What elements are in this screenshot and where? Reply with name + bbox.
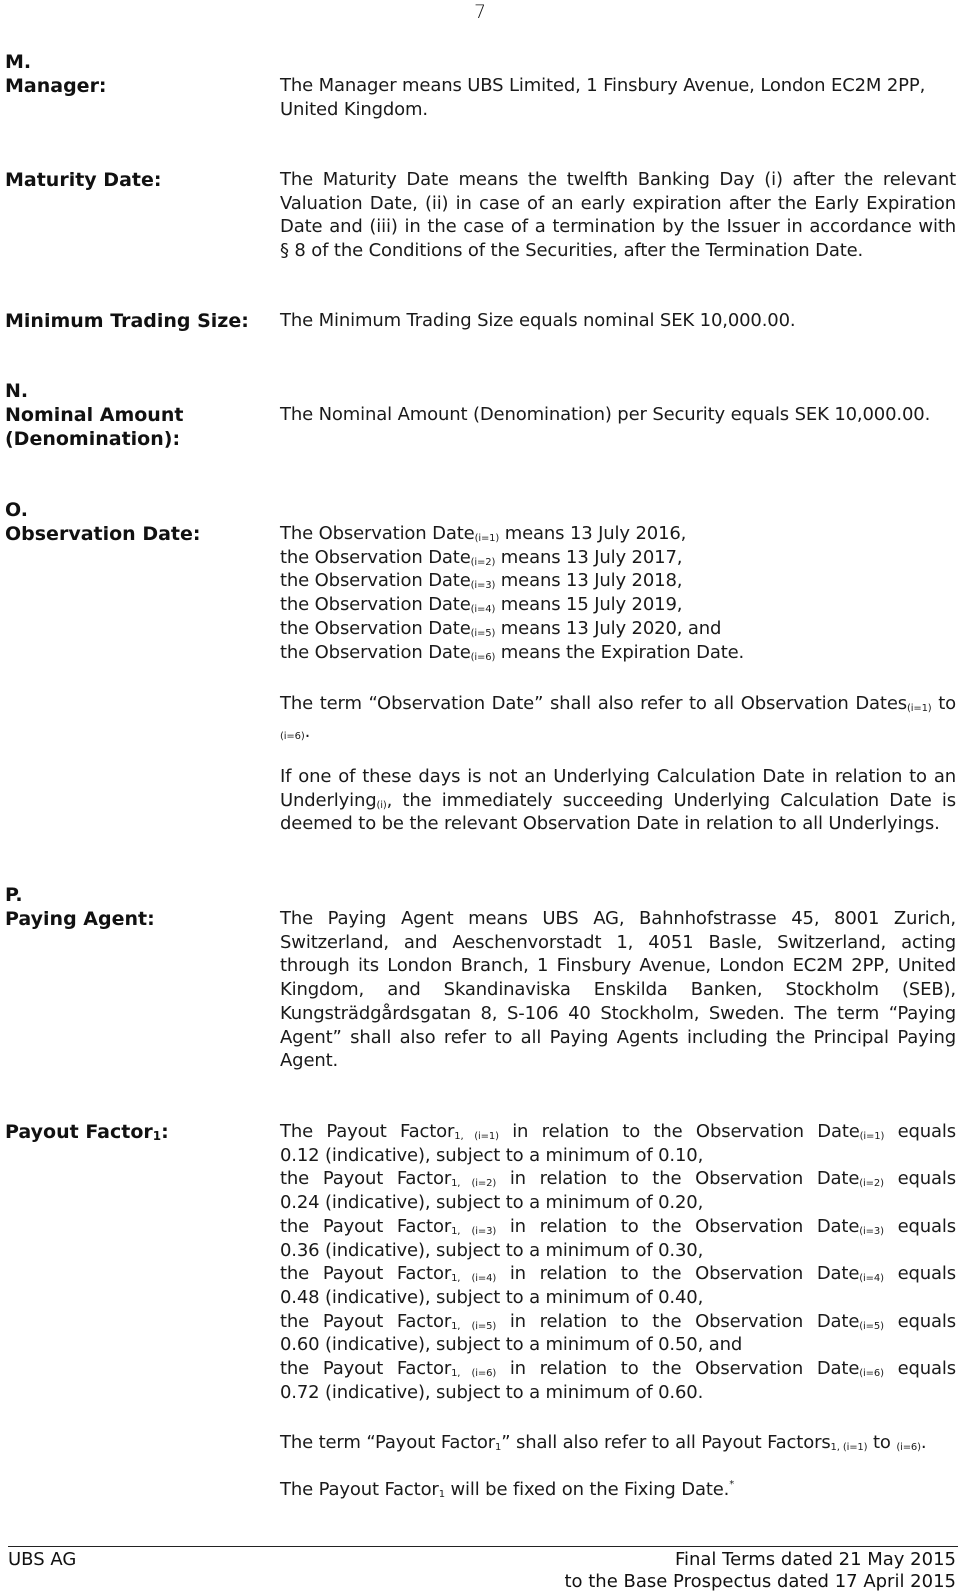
definition-line: The Nominal Amount (Denomination) per Security equals SEK 10,000.00. <box>280 404 931 425</box>
term-line: (Denomination): <box>5 428 181 450</box>
definition-line: The Manager means UBS Limited, 1 Finsbury Avenue, London EC2M 2PP, <box>280 75 926 96</box>
payout-factor-item: the Payout Factor$_{1, (i=6)}$ in relation to the Observation Date$_{(i=6)}$ equals <box>280 1358 956 1380</box>
footer-divider <box>8 1546 958 1547</box>
observation-date-underlying-note <box>280 765 956 836</box>
note-line: The term “Payout Factor$_1$” shall also refer to all Payout Factors$_{1, (i=1)}$ to $_{(i=6)}$. <box>280 1432 927 1453</box>
note-line: If one of these days is not an Underlying Calculation Date in relation to an <box>280 766 956 787</box>
payout-factor-item: the Payout Factor$_{1, (i=5)}$ in relation to the Observation Date$_{(i=5)}$ equals <box>280 1310 956 1332</box>
payout-factor-item: the Payout Factor$_{1, (i=2)}$ in relation to the Observation Date$_{(i=2)}$ equals <box>280 1168 956 1190</box>
page-number: 7 <box>473 1 487 23</box>
definition-line: Date and (iii) in the case of a termination by the Issuer in accordance with <box>280 216 956 238</box>
definition-manager <box>280 74 956 121</box>
payout-factor-item: the Payout Factor$_{1, (i=3)}$ in relation to the Observation Date$_{(i=3)}$ equals <box>280 1215 956 1237</box>
observation-date-item: the Observation Date$_{(i=5)}$ means 13 July 2020, and <box>280 617 722 639</box>
note-line: $_{(i=6)}$. <box>280 720 311 742</box>
definition-payout-factor <box>280 1120 956 1404</box>
payout-factor-item-line: 0.48 (indicative), subject to a minimum of 0.40, <box>280 1286 704 1308</box>
term-paying-agent: Paying Agent: <box>5 908 155 930</box>
definition-line: § 8 of the Conditions of the Securities, after the Termination Date. <box>280 240 864 262</box>
footer-line: to the Base Prospectus dated 17 April 2015 <box>564 1571 956 1592</box>
definition-line: The Maturity Date means the twelfth Banking Day (i) after the relevant <box>280 169 956 190</box>
section-letter-n: N. <box>5 380 29 402</box>
section-letter-m: M. <box>5 51 32 73</box>
definition-nominal-amount <box>280 403 956 427</box>
term-line: Nominal Amount <box>5 404 184 426</box>
definition-line: Kingdom, and Skandinaviska Enskilda Banken, Stockholm (SEB), <box>280 979 956 1001</box>
term-maturity-date: Maturity Date: <box>5 169 162 191</box>
definition-line: Agent” shall also refer to all Paying Agents including the Principal Paying <box>280 1026 956 1048</box>
payout-factor-item-line: 0.60 (indicative), subject to a minimum of 0.50, and <box>280 1334 743 1356</box>
observation-date-item: the Observation Date$_{(i=2)}$ means 13 July 2017, <box>280 546 683 568</box>
footer-document-info <box>564 1549 956 1593</box>
definition-line: Agent. <box>280 1050 339 1072</box>
payout-factor-item-line: 0.72 (indicative), subject to a minimum of 0.60. <box>280 1381 704 1403</box>
payout-factor-term-note <box>280 1431 956 1455</box>
observation-date-item: The Observation Date$_{(i=1)}$ means 13 July 2016, <box>280 523 687 544</box>
term-payout-factor: Payout Factor$_1$: <box>5 1121 169 1143</box>
payout-factor-item: the Payout Factor$_{1, (i=4)}$ in relation to the Observation Date$_{(i=4)}$ equals <box>280 1263 956 1285</box>
note-line: Underlying$_{(i)}$, the immediately succeeding Underlying Calculation Date is <box>280 789 956 811</box>
definition-line: Switzerland, and Aeschenvorstadt 1, 4051 Basle, Switzerland, acting <box>280 931 956 953</box>
note-line: deemed to be the relevant Observation Date in relation to all Underlyings. <box>280 813 940 835</box>
footer-issuer: UBS AG <box>8 1549 77 1570</box>
definition-maturity-date <box>280 168 956 263</box>
observation-date-item: the Observation Date$_{(i=3)}$ means 13 July 2018, <box>280 570 683 592</box>
section-letter-p: P. <box>5 884 23 906</box>
footer-line: Final Terms dated 21 May 2015 <box>674 1549 956 1570</box>
definition-line: The Paying Agent means UBS AG, Bahnhofstrasse 45, 8001 Zurich, <box>280 908 956 929</box>
note-line: The Payout Factor$_1$ will be fixed on the Fixing Date.* <box>280 1479 735 1500</box>
definition-line: Valuation Date, (ii) in case of an early expiration after the Early Expiration <box>280 192 956 214</box>
observation-date-item: the Observation Date$_{(i=4)}$ means 15 July 2019, <box>280 594 683 616</box>
definition-paying-agent <box>280 907 956 1073</box>
definition-observation-date <box>280 522 956 664</box>
definition-minimum-trading-size <box>280 309 956 333</box>
payout-factor-item-line: 0.24 (indicative), subject to a minimum of 0.20, <box>280 1192 704 1214</box>
observation-date-item: the Observation Date$_{(i=6)}$ means the Expiration Date. <box>280 641 745 663</box>
term-manager: Manager: <box>5 75 107 97</box>
term-observation-date: Observation Date: <box>5 523 201 545</box>
section-letter-o: O. <box>5 499 28 521</box>
payout-factor-item-line: 0.12 (indicative), subject to a minimum of 0.10, <box>280 1144 704 1166</box>
definition-line: Kungsträdgårdsgatan 8, S-106 40 Stockholm, Sweden. The term “Paying <box>280 1002 956 1024</box>
term-nominal-amount <box>5 403 270 451</box>
payout-factor-item-line: 0.36 (indicative), subject to a minimum of 0.30, <box>280 1239 704 1261</box>
definition-line: United Kingdom. <box>280 98 428 120</box>
observation-date-term-note <box>280 692 956 743</box>
definition-line: The Minimum Trading Size equals nominal SEK 10,000.00. <box>280 310 796 331</box>
term-minimum-trading-size: Minimum Trading Size: <box>5 310 249 332</box>
payout-factor-item: The Payout Factor$_{1, (i=1)}$ in relation to the Observation Date$_{(i=1)}$ equals <box>280 1121 957 1142</box>
payout-factor-fixing-note <box>280 1478 956 1502</box>
definition-line: through its London Branch, 1 Finsbury Avenue, London EC2M 2PP, United <box>280 955 956 977</box>
note-line: The term “Observation Date” shall also refer to all Observation Dates$_{(i=1)}$ to <box>280 693 957 714</box>
